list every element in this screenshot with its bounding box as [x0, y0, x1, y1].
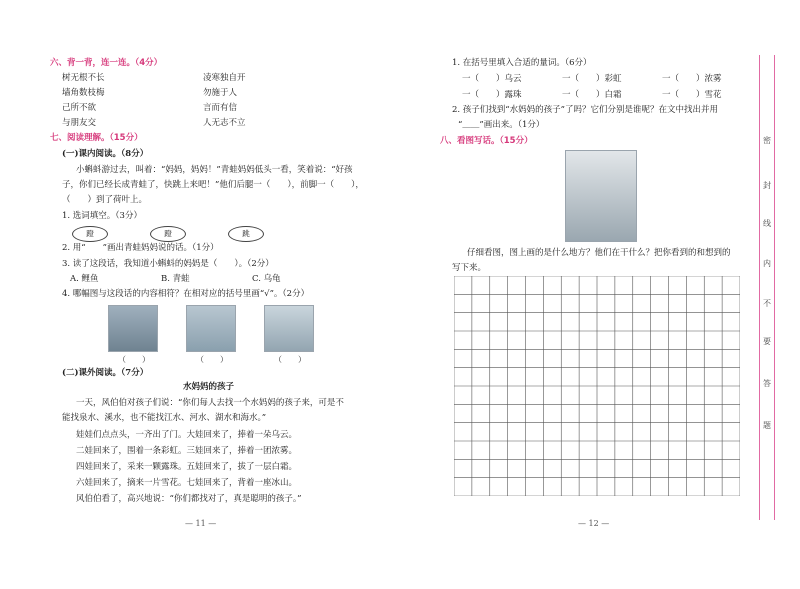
match-right-3: 言而有信 — [203, 103, 238, 113]
question-2: 2. 用“ ”画出青蛙妈妈说的话。（1分） — [62, 243, 219, 253]
measure-word-3[interactable]: 一（ ）浓雾 — [662, 74, 722, 84]
writing-grid[interactable] — [454, 276, 740, 496]
match-left-2: 墙角数枝梅 — [62, 88, 105, 98]
writing-prompt-2: 写下来。 — [452, 263, 487, 273]
passage-1-line-3: （ ）到了荷叶上。 — [62, 195, 148, 205]
page-number-right: — 12 — — [578, 519, 610, 528]
seal-char-7: 答 — [763, 379, 771, 388]
match-right-2: 勿施于人 — [203, 88, 238, 98]
seal-char-3: 线 — [763, 219, 771, 228]
seal-char-6: 要 — [763, 337, 771, 346]
measure-word-6[interactable]: 一（ ）雪花 — [662, 90, 722, 100]
seal-char-1: 密 — [763, 136, 771, 145]
measure-word-2[interactable]: 一（ ）彩虹 — [562, 74, 622, 84]
picture-3 — [264, 305, 314, 352]
story-line-1: 一天，风伯伯对孩子们说：“你们每人去找一个水妈妈的孩子来，可是不 — [76, 398, 344, 408]
passage-2-title: (二)课外阅读。（7分） — [62, 368, 149, 378]
right-question-2b: “＿＿”画出来。（1分） — [458, 120, 545, 130]
match-left-3: 己所不欲 — [62, 103, 97, 113]
seal-char-4: 内 — [763, 259, 771, 268]
question-4: 4. 哪幅图与这段话的内容相符？在相对应的括号里画“√”。（2分） — [62, 289, 310, 299]
picture-1 — [108, 305, 158, 352]
seal-char-5: 不 — [763, 299, 771, 308]
question-1: 1. 选词填空。（3分） — [62, 211, 142, 221]
match-right-1: 凌寒独自开 — [203, 73, 246, 83]
section-8-title: 八、看图写话。（15分） — [440, 136, 533, 146]
story-title: 水妈妈的孩子 — [183, 382, 235, 392]
scene-picture — [565, 150, 637, 242]
passage-1-line-1: 小蝌蚪游过去，叫着：“妈妈，妈妈！”青蛙妈妈低头一看，笑着说：“好孩 — [76, 165, 353, 175]
story-line-3: 娃娃们点点头，一齐出了门。大娃回来了，捧着一朵乌云。 — [76, 430, 298, 440]
picture-2-answer[interactable]: （ ） — [196, 355, 228, 364]
question-3: 3. 读了这段话，我知道小蝌蚪的妈妈是（ ）。（2分） — [62, 259, 274, 269]
seal-char-2: 封 — [763, 181, 771, 190]
section-6-title: 六、背一背，连一连。（4分） — [50, 58, 163, 68]
seal-line-band — [759, 55, 775, 520]
match-left-4: 与朋友交 — [62, 118, 97, 128]
section-7-title: 七、阅读理解。（15分） — [50, 133, 143, 143]
story-line-6: 六娃回来了，摘来一片雪花。七娃回来了，背着一座冰山。 — [76, 478, 298, 488]
seal-char-8: 题 — [763, 421, 771, 430]
measure-word-1[interactable]: 一（ ）乌云 — [462, 74, 522, 84]
picture-2 — [186, 305, 236, 352]
story-line-4: 二娃回来了，围着一条彩虹。三娃回来了，捧着一团浓雾。 — [76, 446, 298, 456]
match-left-1: 树无根不长 — [62, 73, 105, 83]
picture-3-answer[interactable]: （ ） — [274, 355, 306, 364]
right-question-2a: 2. 孩子们找到“水妈妈的孩子”了吗？它们分别是谁呢？在文中找出并用 — [452, 105, 719, 115]
story-line-7: 风伯伯看了，高兴地说：“你们都找对了，真是聪明的孩子。” — [76, 494, 302, 504]
measure-word-4[interactable]: 一（ ）露珠 — [462, 90, 522, 100]
q3-option-c: C. 乌龟 — [252, 274, 281, 284]
measure-word-5[interactable]: 一（ ）白霜 — [562, 90, 622, 100]
story-line-5: 四娃回来了，采来一颗露珠。五娃回来了，拔了一层白霜。 — [76, 462, 298, 472]
word-oval-2: 蹬 — [150, 226, 186, 242]
passage-1-line-2: 子，你们已经长成青蛙了，快跳上来吧！”他们后腿一（ ），前脚一（ ）， — [62, 180, 364, 190]
passage-1-title: (一)课内阅读。（8分） — [62, 149, 149, 159]
story-line-2: 能找泉水、溪水，也不能找江水、河水、湖水和海水。” — [62, 413, 267, 423]
match-right-4: 人无志不立 — [203, 118, 246, 128]
q3-option-b: B. 青蛙 — [161, 274, 190, 284]
q3-option-a: A. 鲤鱼 — [70, 274, 99, 284]
word-oval-1: 蹬 — [72, 226, 108, 242]
word-oval-3: 跳 — [228, 226, 264, 242]
right-question-1: 1. 在括号里填入合适的量词。（6分） — [452, 58, 592, 68]
page-number-left: — 11 — — [185, 519, 217, 528]
writing-prompt-1: 仔细看图，图上画的是什么地方？他们在干什么？把你看到的和想到的 — [467, 248, 731, 258]
picture-1-answer[interactable]: （ ） — [118, 355, 150, 364]
